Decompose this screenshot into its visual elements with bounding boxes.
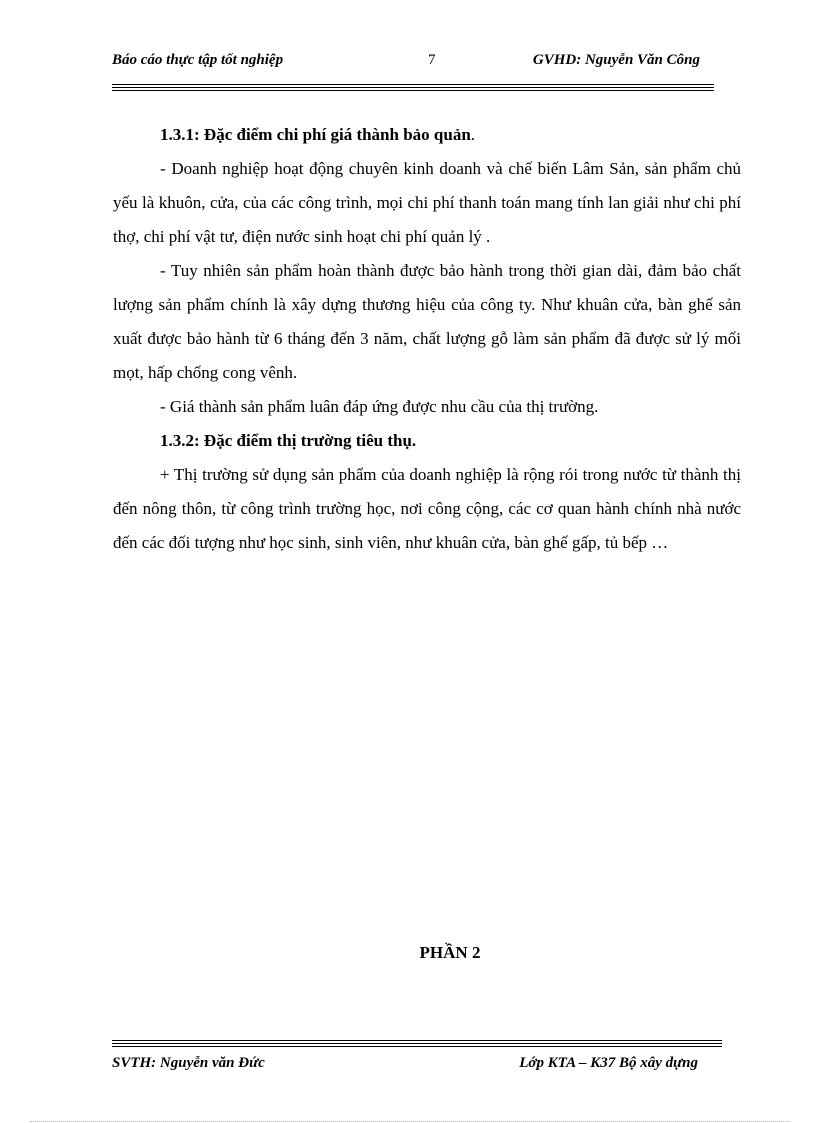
page-bottom-border xyxy=(30,1121,790,1122)
header-rule xyxy=(112,87,714,88)
paragraph: - Giá thành sản phẩm luân đáp ứng được nhu cầu của thị trường. xyxy=(160,397,599,416)
part-title: PHẦN 2 xyxy=(419,943,481,962)
page-content xyxy=(113,118,741,560)
footer-rule xyxy=(112,1040,722,1041)
page-footer xyxy=(112,1055,698,1077)
header-rule xyxy=(112,90,714,91)
header-rule xyxy=(112,84,714,85)
footer-rule xyxy=(112,1046,722,1047)
header-report-title: Báo cáo thực tập tốt nghiệp xyxy=(112,52,284,68)
page-header xyxy=(112,52,714,74)
page-number: 7 xyxy=(428,52,436,68)
paragraph: + Thị trường sử dụng sản phẩm của doanh nghiệp là rộng rói trong nước từ thành thị đến nông thôn, từ công trình trường học, nơi công cộng, các cơ quan hành chính nhà nước đến các đối tượng như học sinh, sinh viên, như khuân cửa, bàn ghế gấp, tủ bếp … xyxy=(113,465,741,552)
paragraph: - Tuy nhiên sản phẩm hoàn thành được bảo hành trong thời gian dài, đảm bảo chất lượng sản phẩm chính là xây dựng thương hiệu của công ty. Như khuân cửa, bàn ghế sản xuất được bảo hành từ 6 tháng đến 3 năm, chất lượng gỗ làm sản phẩm đã được sử lý mối mọt, hấp chống cong vênh. xyxy=(113,261,741,382)
footer-rule xyxy=(112,1043,722,1044)
section-heading-punctuation: . xyxy=(470,125,476,144)
section-heading-text: 1.3.1: Đặc điểm chi phí giá thành bảo quản xyxy=(160,125,471,144)
footer-class: Lớp KTA – K37 Bộ xây dựng xyxy=(519,1055,698,1071)
section-heading-1-3-1 xyxy=(113,118,741,152)
footer-student: SVTH: Nguyễn văn Đức xyxy=(112,1055,265,1071)
header-supervisor: GVHD: Nguyễn Văn Công xyxy=(532,52,700,68)
section-heading-1-3-2: 1.3.2: Đặc điểm thị trường tiêu thụ. xyxy=(160,431,417,450)
paragraph: - Doanh nghiệp hoạt động chuyên kinh doanh và chế biến Lâm Sản, sản phẩm chủ yếu là khuôn, cửa, của các công trình, mọi chi phí thanh toán mang tính lan giải như chi phí thợ, chi phí vật tư, điện nước sinh hoạt chi phí quản lý . xyxy=(113,159,741,246)
